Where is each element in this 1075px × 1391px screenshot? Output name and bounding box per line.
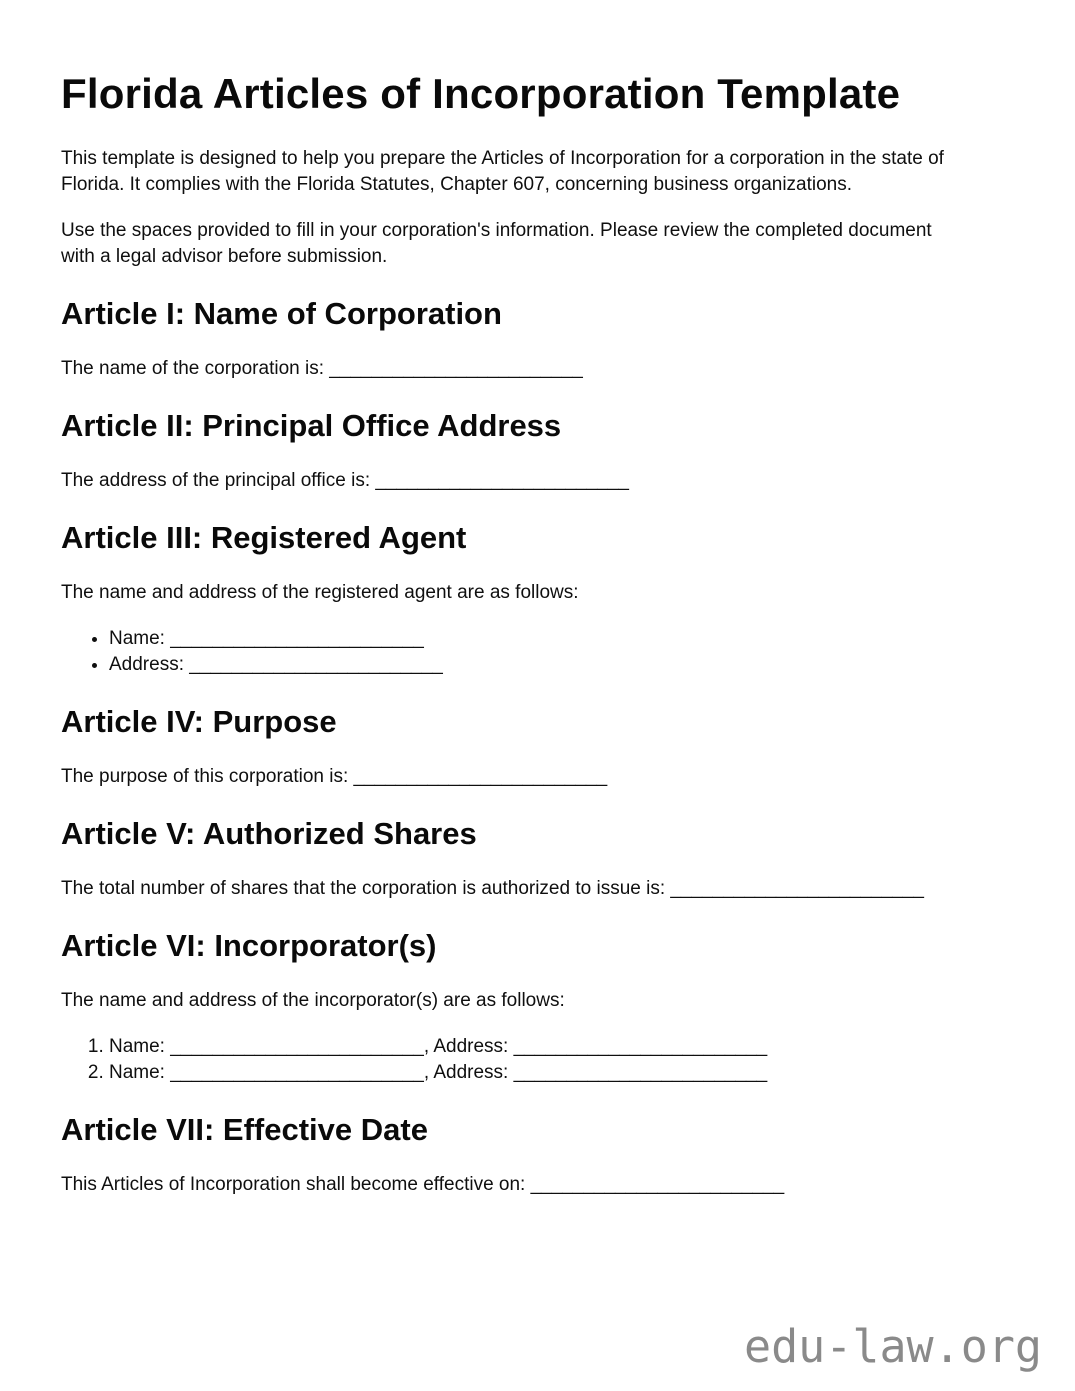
document-title: Florida Articles of Incorporation Template [61, 70, 901, 117]
article-7-body: This Articles of Incorporation shall become effective on: ________________________ [61, 1174, 785, 1195]
article-5-heading: Article V: Authorized Shares [61, 816, 477, 851]
intro-paragraph-2: Use the spaces provided to fill in your corporation's information. Please review the completed document with a legal advisor before submission. [61, 220, 932, 267]
article-4-body: The purpose of this corporation is: ________________________ [61, 766, 608, 787]
article-1-body: The name of the corporation is: ________________________ [61, 358, 583, 379]
article-6-heading: Article VI: Incorporator(s) [61, 928, 437, 963]
article-4-heading: Article IV: Purpose [61, 704, 337, 739]
registered-agent-name-line: • Name: ________________________ [109, 626, 957, 652]
article-1-heading: Article I: Name of Corporation [61, 296, 502, 331]
article-2-heading: Article II: Principal Office Address [61, 408, 562, 443]
registered-agent-list [61, 626, 957, 678]
incorporator-line-2: 2. Name: ________________________, Address: ________________________ [109, 1060, 957, 1086]
intro-paragraph-1: This template is designed to help you prepare the Articles of Incorporation for a corporation in the state of Florida. It complies with the Florida Statutes, Chapter 607, concerning business organizations. [61, 148, 944, 195]
watermark: edu-law.org [743, 1320, 1042, 1373]
article-2-body: The address of the principal office is: ________________________ [61, 470, 629, 491]
article-3-heading: Article III: Registered Agent [61, 520, 467, 555]
article-6-body: The name and address of the incorporator(s) are as follows: [61, 990, 565, 1011]
document-body [61, 68, 957, 1198]
incorporator-line-1: 1. Name: ________________________, Address: ________________________ [109, 1034, 957, 1060]
article-3-body: The name and address of the registered agent are as follows: [61, 582, 579, 603]
registered-agent-address-line: • Address: ________________________ [109, 652, 957, 678]
article-7-heading: Article VII: Effective Date [61, 1112, 428, 1147]
article-5-body: The total number of shares that the corporation is authorized to issue is: ________________________ [61, 878, 924, 899]
incorporators-list [61, 1034, 957, 1086]
